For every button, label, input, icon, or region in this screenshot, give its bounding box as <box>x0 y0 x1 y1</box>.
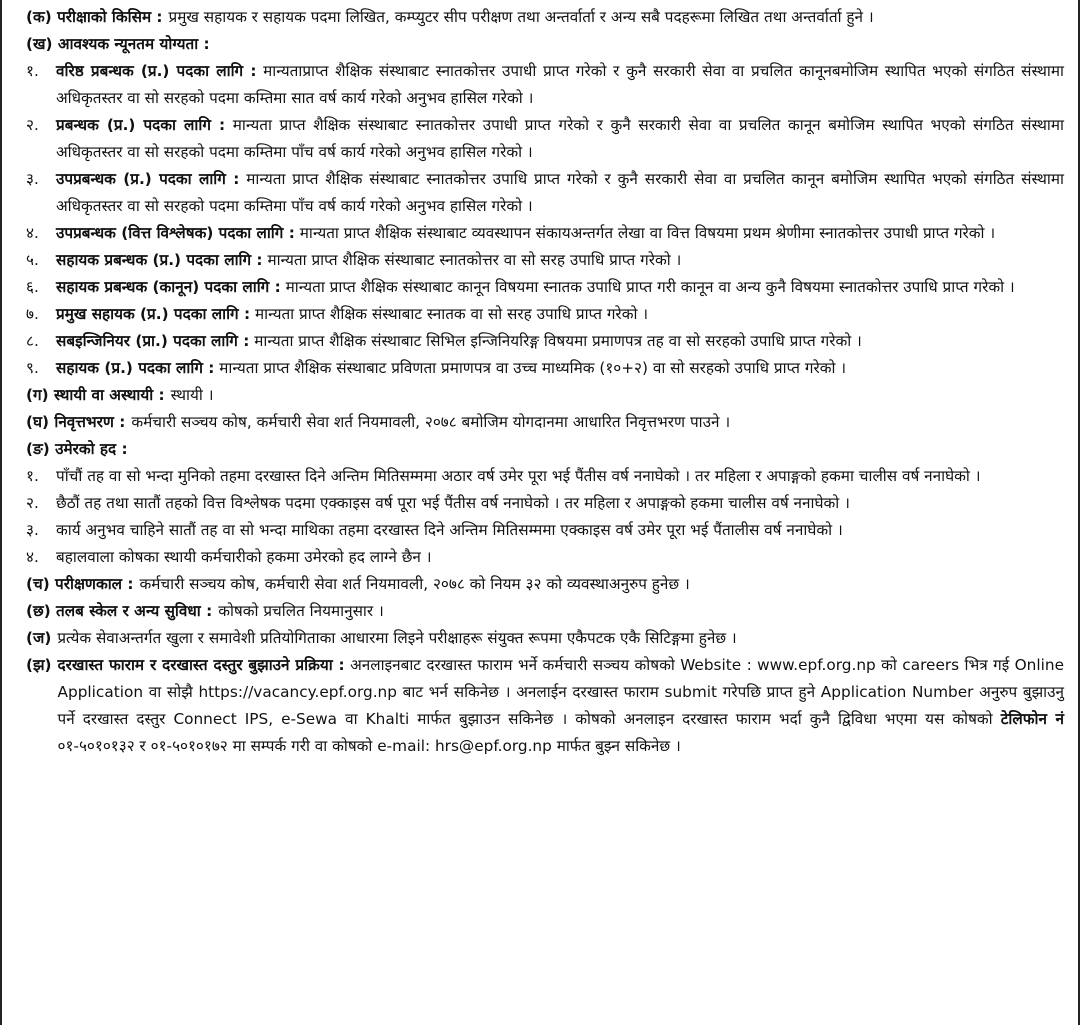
list-item-number: ९. <box>26 359 39 377</box>
section-nga <box>26 436 1064 463</box>
section-jha-text <box>58 652 1064 760</box>
section-cha-text: कर्मचारी सञ्चय कोष, कर्मचारी सेवा शर्त नियमावली, २०७८ को नियम ३२ को व्यवस्थाअनुरुप हुनेछ । <box>139 575 690 593</box>
list-item-content <box>56 517 1064 544</box>
section-chha-label: (छ) तलब स्केल र अन्य सुविधा : <box>26 602 213 620</box>
qualification-list <box>26 58 1064 382</box>
list-item <box>26 220 1064 247</box>
list-item-number: ५. <box>26 251 39 269</box>
list-item-text: बहालवाला कोषका स्थायी कर्मचारीको हकमा उमेरको हद लाग्ने छैन । <box>56 548 432 566</box>
section-ka-label: (क) परीक्षाको किसिम : <box>26 8 163 26</box>
list-item-content <box>56 274 1064 301</box>
section-gha <box>26 409 1064 436</box>
list-item-text: मान्यता प्राप्त शैक्षिक संस्थाबाट स्नातकोत्तर वा सो सरह उपाधि प्राप्त गरेको । <box>267 251 682 269</box>
section-ga <box>26 382 1064 409</box>
section-ja <box>26 625 1064 652</box>
list-item-content <box>56 112 1064 166</box>
list-item-text: मान्यताप्राप्त शैक्षिक संस्थाबाट स्नातकोत्तर उपाधी प्राप्त गरेको र कुनै सरकारी सेवा वा प्रचलित कानूनबमोजिम स्थापित भएको संगठित संस्थामा अधिकृतस्तर वा सो सरहको पदमा कम्तिमा सात वर्ष कार्य गरेको अनुभव हासिल गरेको । <box>56 62 1064 107</box>
list-item-title: सहायक प्रबन्धक (कानून) पदका लागि : <box>56 278 281 296</box>
section-jha <box>26 652 1064 760</box>
list-item-content <box>56 463 1064 490</box>
list-item <box>26 355 1064 382</box>
list-item-number: ६. <box>26 278 39 296</box>
list-item-text: मान्यता प्राप्त शैक्षिक संस्थाबाट सिभिल इन्जिनियरिङ्ग विषयमा प्रमाणपत्र तह वा सो सरहको उपाधि प्राप्त गरेको । <box>254 332 862 350</box>
list-item-number: ३. <box>26 170 39 188</box>
list-item-number: ३. <box>26 521 39 539</box>
age-limit-list <box>26 463 1064 571</box>
list-item <box>26 463 1064 490</box>
section-ja-label: (ज) <box>26 629 52 647</box>
list-item-title: उपप्रबन्धक (प्र.) पदका लागि : <box>56 170 240 188</box>
list-item <box>26 274 1064 301</box>
list-item-number: १. <box>26 467 39 485</box>
list-item-content <box>56 328 1064 355</box>
list-item-title: सबइन्जिनियर (प्रा.) पदका लागि : <box>56 332 250 350</box>
list-item <box>26 247 1064 274</box>
list-item <box>26 112 1064 166</box>
list-item-content <box>56 220 1064 247</box>
list-item-text: मान्यता प्राप्त शैक्षिक संस्थाबाट कानून विषयमा स्नातक उपाधि प्राप्त गरी कानून वा अन्य कुनै विषयमा स्नातकोत्तर उपाधि प्राप्त गरेको । <box>285 278 1015 296</box>
section-jha-label: (झ) <box>26 656 52 674</box>
section-gha-text: कर्मचारी सञ्चय कोष, कर्मचारी सेवा शर्त नियमावली, २०७८ बमोजिम योगदानमा आधारित निवृत्तभरण पाउने । <box>131 413 731 431</box>
list-item-content <box>56 58 1064 112</box>
list-item-title: सहायक (प्र.) पदका लागि : <box>56 359 215 377</box>
list-item-text: मान्यता प्राप्त शैक्षिक संस्थाबाट स्नातकोत्तर उपाधि प्राप्त गरेको र कुनै सरकारी सेवा वा प्रचलित कानून बमोजिम स्थापित भएको संगठित संस्थामा अधिकृतस्तर वा सो सरहको पदमा कम्तिमा पाँच वर्ष कार्य गरेको अनुभव हासिल गरेको । <box>56 170 1065 215</box>
list-item-number: १. <box>26 62 39 80</box>
section-cha-label: (च) परीक्षणकाल : <box>26 575 134 593</box>
list-item-title: सहायक प्रबन्धक (प्र.) पदका लागि : <box>56 251 263 269</box>
list-item-text: मान्यता प्राप्त शैक्षिक संस्थाबाट व्यवस्थापन संकायअन्तर्गत लेखा वा वित्त विषयमा प्रथम श्रेणीमा स्नातकोत्तर उपाधी प्राप्त गरेको । <box>299 224 996 242</box>
list-item-number: २. <box>26 494 39 512</box>
list-item-text: मान्यता प्राप्त शैक्षिक संस्थाबाट प्रविणता प्रमाणपत्र वा उच्च माध्यमिक (१०+२) वा सो सरहको उपाधि प्राप्त गरेको । <box>219 359 847 377</box>
section-kha-label: (ख) आवश्यक न्यूनतम योग्यता : <box>26 35 210 53</box>
list-item-title: प्रबन्धक (प्र.) पदका लागि : <box>56 116 226 134</box>
section-ka <box>26 4 1064 31</box>
section-ga-label: (ग) स्थायी वा अस्थायी : <box>26 386 165 404</box>
list-item-number: ७. <box>26 305 39 323</box>
section-gha-label: (घ) निवृत्तभरण : <box>26 413 126 431</box>
section-cha <box>26 571 1064 598</box>
section-chha <box>26 598 1064 625</box>
section-jha-title: दरखास्त फाराम र दरखास्त दस्तुर बुझाउने प्रक्रिया : <box>57 656 345 674</box>
list-item-number: ४. <box>26 548 39 566</box>
list-item-content <box>56 544 1064 571</box>
list-item-title: वरिष्ठ प्रबन्धक (प्र.) पदका लागि : <box>56 62 257 80</box>
list-item-title: उपप्रबन्धक (वित्त विश्लेषक) पदका लागि : <box>56 224 295 242</box>
list-item <box>26 166 1064 220</box>
list-item-title: प्रमुख सहायक (प्र.) पदका लागि : <box>56 305 251 323</box>
list-item-number: २. <box>26 116 39 134</box>
list-item <box>26 517 1064 544</box>
list-item-content <box>56 247 1064 274</box>
section-jha-body-1: अनलाइनबाट दरखास्त फाराम भर्ने कर्मचारी सञ्चय कोषको Website : www.epf.org.np को careers भित्र गई Online Application वा सोझै https://vacancy.epf.org.np बाट भर्न सकिनेछ । अनलाईन दरखास्त फाराम submit गरेपछि प्राप्त हुने Application Number अनुरुप बुझाउनु पर्ने दरखास्त दस्तुर Connect IPS, e-Sewa वा Khalti मार्फत बुझाउन सकिनेछ । कोषको अनलाइन दरखास्त फाराम भर्दा कुनै द्विविधा भएमा यस कोषको <box>57 656 1064 728</box>
list-item-text: छैठौं तह तथा सातौं तहको वित्त विश्लेषक पदमा एक्काइस वर्ष पूरा भई पैंतीस वर्ष ननाघेको । तर महिला र अपाङ्गको हकमा चालीस वर्ष ननाघेको । <box>56 494 850 512</box>
list-item-content <box>56 355 1064 382</box>
list-item <box>26 58 1064 112</box>
list-item <box>26 490 1064 517</box>
section-ga-text: स्थायी । <box>170 386 214 404</box>
section-jha-body-2: ०१-५०१०१३२ र ०१-५०१०१७२ मा सम्पर्क गरी वा कोषको e-mail: hrs@epf.org.np मार्फत बुझ्न सकिनेछ । <box>57 737 681 755</box>
list-item <box>26 301 1064 328</box>
list-item-number: ८. <box>26 332 39 350</box>
section-ka-text: प्रमुख सहायक र सहायक पदमा लिखित, कम्प्युटर सीप परीक्षण तथा अन्तर्वार्ता र अन्य सबै पदहरूमा लिखित तथा अन्तर्वार्ता हुने । <box>168 8 874 26</box>
list-item-text: मान्यता प्राप्त शैक्षिक संस्थाबाट स्नातकोत्तर उपाधी प्राप्त गरेको र कुनै सरकारी सेवा वा प्रचलित कानून बमोजिम स्थापित भएको संगठित संस्थामा अधिकृतस्तर वा सो सरहको पदमा कम्तिमा पाँच वर्ष कार्य गरेको अनुभव हासिल गरेको । <box>56 116 1064 161</box>
list-item <box>26 328 1064 355</box>
list-item-content <box>56 490 1064 517</box>
list-item <box>26 544 1064 571</box>
section-chha-text: कोषको प्रचलित नियमानुसार । <box>218 602 384 620</box>
list-item-text: कार्य अनुभव चाहिने सातौं तह वा सो भन्दा माथिका तहमा दरखास्त दिने अन्तिम मितिसम्ममा एक्काइस वर्ष उमेर पूरा भई पैंतालीस वर्ष ननाघेको । <box>56 521 843 539</box>
section-ja-text: प्रत्येक सेवाअन्तर्गत खुला र समावेशी प्रतियोगिताका आधारमा लिइने परीक्षाहरू संयुक्त रूपमा एकैपटक एकै सिटिङ्गमा हुनेछ । <box>57 629 737 647</box>
list-item-content <box>56 166 1064 220</box>
section-nga-label: (ङ) उमेरको हद : <box>26 440 128 458</box>
list-item-text: मान्यता प्राप्त शैक्षिक संस्थाबाट स्नातक वा सो सरह उपाधि प्राप्त गरेको । <box>254 305 649 323</box>
list-item-content <box>56 301 1064 328</box>
list-item-text: पाँचौं तह वा सो भन्दा मुनिको तहमा दरखास्त दिने अन्तिम मितिसम्ममा अठार वर्ष उमेर पूरा भई पैंतीस वर्ष ननाघेको । तर महिला र अपाङ्गको हकमा चालीस वर्ष ननाघेको । <box>56 467 981 485</box>
section-kha <box>26 31 1064 58</box>
phone-label: टेलिफोन नं <box>1000 710 1064 728</box>
list-item-number: ४. <box>26 224 39 242</box>
